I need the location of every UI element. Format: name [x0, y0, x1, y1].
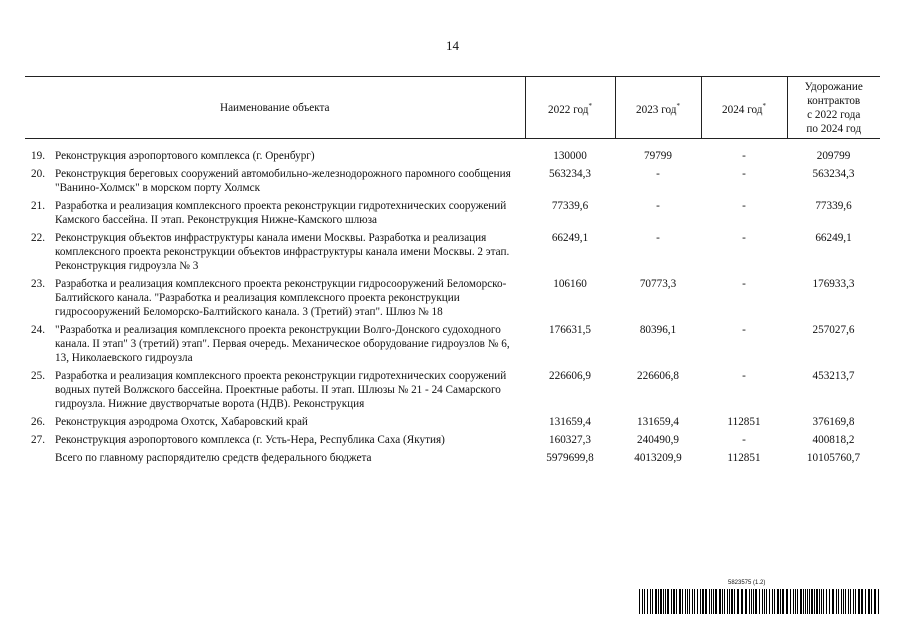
value-2022: 226606,9: [549, 370, 591, 382]
value-2024: 112851: [727, 416, 761, 428]
value-2022: 563234,3: [549, 168, 591, 180]
row-number: 24.: [31, 324, 45, 336]
value-increase: 376169,8: [812, 416, 855, 428]
total-label: Всего по главному распорядителю средств федерального бюджета: [55, 452, 372, 464]
object-name: Реконструкция аэродрома Охотск, Хабаровский край: [55, 416, 308, 428]
value-2023: -: [656, 232, 660, 244]
total-2024: 112851: [727, 452, 761, 464]
value-2023: 131659,4: [637, 416, 679, 428]
value-2022: 160327,3: [549, 434, 591, 446]
value-2023: 70773,3: [639, 278, 677, 290]
row-number: 20.: [31, 168, 45, 180]
table-row: [25, 369, 880, 415]
row-number: 23.: [31, 278, 45, 290]
total-row: [25, 451, 880, 469]
value-increase: 77339,6: [815, 200, 852, 212]
barcode-label: 5823575 (1.2): [728, 580, 766, 586]
header-2022: 2022 год*: [525, 77, 615, 139]
object-name: Разработка и реализация комплексного проекта реконструкции гидросооружений Беломорско-Балтийского канала. "Разработка и реализация комплексного проекта реконструкции гидросооружений Беломорско-Балтийского канала. 3 (Третий) этап". Шлюз № 18: [55, 278, 507, 318]
table-row: [25, 139, 880, 168]
value-2023: 240490,9: [637, 434, 679, 446]
value-increase: 176933,3: [812, 278, 855, 290]
header-increase: Удорожание контрактов с 2022 года по 2024 год: [787, 77, 880, 139]
value-2023: -: [656, 200, 660, 212]
table-row: [25, 323, 880, 369]
value-2024: -: [742, 150, 746, 162]
row-number: 22.: [31, 232, 45, 244]
value-2024: -: [742, 200, 746, 212]
value-increase: 563234,3: [812, 168, 855, 180]
total-2022: 5979699,8: [546, 452, 594, 464]
page-number: 14: [446, 38, 459, 53]
value-2022: 77339,6: [551, 200, 589, 212]
object-name: Реконструкция объектов инфраструктуры канала имени Москвы. Разработка и реализация комплексного проекта реконструкции объектов инфраструктуры канала имени Москвы. 2 этап. Реконструкция гидроузла № 3: [55, 232, 510, 272]
value-2022: 106160: [553, 278, 587, 290]
table-row: [25, 199, 880, 231]
total-increase: 10105760,7: [806, 452, 861, 464]
value-increase: 453213,7: [812, 370, 855, 382]
object-name: Реконструкция аэропортового комплекса (г. Оренбург): [55, 150, 315, 162]
value-2023: 80396,1: [639, 324, 677, 336]
row-number: 26.: [31, 416, 45, 428]
table-row: [25, 231, 880, 277]
table-row: [25, 415, 880, 433]
value-2022: 176631,5: [549, 324, 591, 336]
value-2024: -: [742, 232, 746, 244]
table-row: [25, 433, 880, 451]
header-2024: 2024 год*: [701, 77, 787, 139]
value-increase: 400818,2: [812, 434, 855, 446]
table-row: [25, 277, 880, 323]
header-name: Наименование объекта: [25, 77, 525, 139]
value-2023: 79799: [644, 150, 672, 162]
objects-table: [25, 76, 880, 469]
object-name: Разработка и реализация комплексного проекта реконструкции гидротехнических сооружений водных путей Волжского бассейна. Проектные работы. II этап. Шлюзы № 21 - 24 Самарского гидроузла. Нижние двустворчатые ворота (НДВ). Реконструкция: [55, 370, 507, 410]
row-number: 25.: [31, 370, 45, 382]
value-2022: 131659,4: [549, 416, 591, 428]
object-name: "Разработка и реализация комплексного проекта реконструкции Волго-Донского судоходного канала. II этап" 3 (третий) этап". Первая очередь. Механическое оборудование гидроузлов № 6, 13, Николаевского гидроузла: [55, 324, 510, 364]
row-number: 21.: [31, 200, 45, 212]
value-2023: -: [656, 168, 660, 180]
row-number: 27.: [31, 434, 45, 446]
value-2024: -: [742, 434, 746, 446]
object-name: Разработка и реализация комплексного проекта реконструкции гидротехнических сооружений Камского бассейна. II этап. Реконструкция Нижне-Камского шлюза: [55, 200, 507, 226]
value-increase: 209799: [816, 150, 851, 162]
value-increase: 257027,6: [812, 324, 855, 336]
value-2022: 66249,1: [551, 232, 589, 244]
object-name: Реконструкция береговых сооружений автомобильно-железнодорожного паромного сообщения "Ванино-Холмск" в морском порту Холмск: [55, 168, 511, 194]
value-2022: 130000: [553, 150, 587, 162]
barcode-image: [639, 589, 880, 614]
table-row: [25, 167, 880, 199]
value-2023: 226606,8: [637, 370, 679, 382]
value-2024: -: [742, 370, 746, 382]
header-2023: 2023 год*: [615, 77, 701, 139]
value-2024: -: [742, 324, 746, 336]
total-2023: 4013209,9: [634, 452, 682, 464]
value-2024: -: [742, 278, 746, 290]
value-2024: -: [742, 168, 746, 180]
table-header-row: [25, 77, 880, 139]
object-name: Реконструкция аэропортового комплекса (г. Усть-Нера, Республика Саха (Якутия): [55, 434, 445, 446]
value-increase: 66249,1: [815, 232, 852, 244]
row-number: 19.: [31, 150, 45, 162]
